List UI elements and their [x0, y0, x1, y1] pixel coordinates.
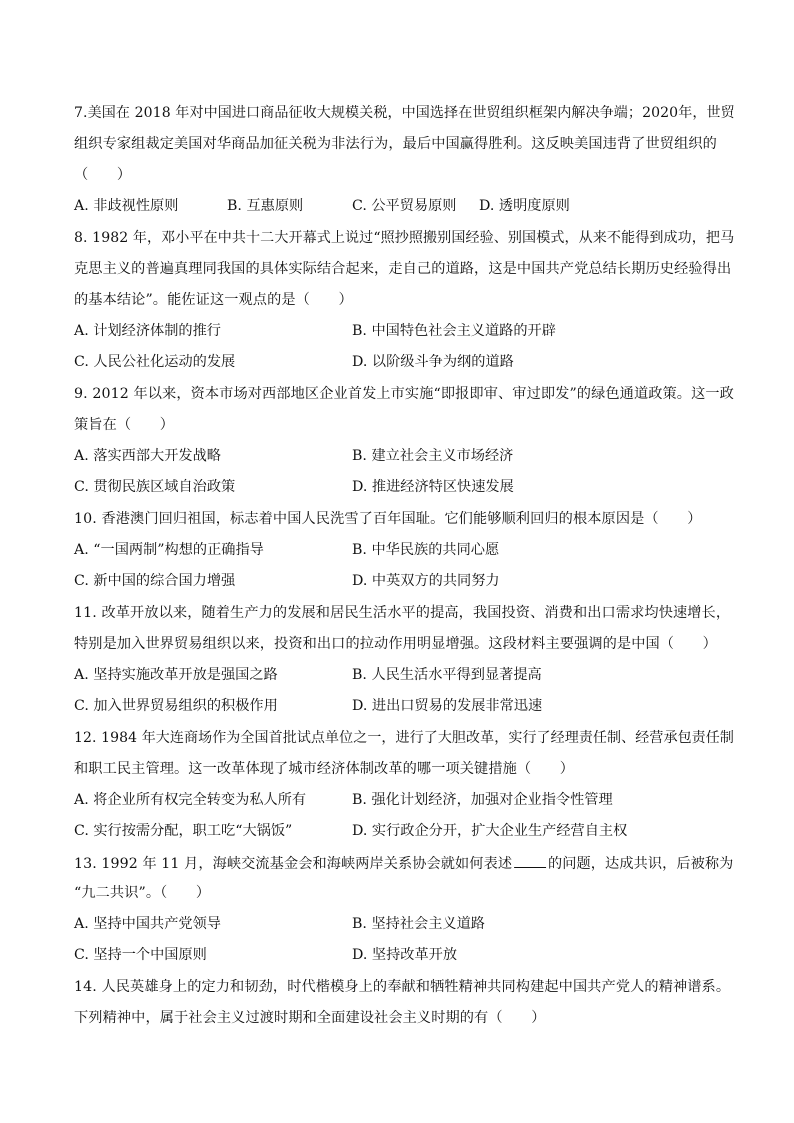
question-12-option-b: B. 强化计划经济，加强对企业指令性管理	[352, 792, 613, 808]
question-9-option-d: D. 推进经济特区快速发展	[352, 479, 514, 495]
question-11-option-b: B. 人民生活水平得到显著提高	[352, 667, 542, 683]
question-10-option-c: C. 新中国的综合国力增强	[74, 573, 236, 589]
question-8-option-d: D. 以阶级斗争为纲的道路	[352, 354, 514, 370]
question-13-option-c: C. 坚持一个中国原则	[74, 947, 207, 963]
question-8-option-b: B. 中国特色社会主义道路的开辟	[352, 323, 556, 339]
question-9-option-c: C. 贯彻民族区域自治政策	[74, 479, 236, 495]
question-12-option-d: D. 实行政企分开，扩大企业生产经营自主权	[352, 823, 628, 839]
question-11-line-2: 特别是加入世界贸易组织以来，投资和出口的拉动作用明显增强。这段材料主要强调的是中国（ ）	[74, 636, 717, 652]
question-12-line-1: 12. 1984 年大连商场作为全国首批试点单位之一，进行了大胆改革，实行了经理责任制、经营承包责任制	[74, 730, 734, 746]
question-13-text-after-blank: 的问题，达成共识，后被称为	[548, 856, 734, 872]
question-13-line-1	[74, 853, 733, 873]
question-8-option-c: C. 人民公社化运动的发展	[74, 354, 236, 370]
question-11-option-a: A. 坚持实施改革开放是强国之路	[74, 667, 278, 683]
question-13-line-2: “九二共识”。（ ）	[74, 885, 211, 901]
question-7-option-c: C. 公平贸易原则	[352, 198, 457, 214]
question-12-option-c: C. 实行按需分配，职工吃“大锅饭”	[74, 823, 293, 839]
question-8-line-1: 8. 1982 年，邓小平在中共十二大开幕式上说过“照抄照搬别国经验、别国模式，从来不能得到成功，把马	[74, 230, 735, 246]
question-14-line-2: 下列精神中，属于社会主义过渡时期和全面建设社会主义时期的有（ ）	[74, 1010, 546, 1026]
question-9-line-1: 9. 2012 年以来，资本市场对西部地区企业首发上市实施“即报即审、审过即发”的绿色通道政策。这一政	[74, 386, 734, 402]
question-11-option-c: C. 加入世界贸易组织的积极作用	[74, 698, 278, 714]
question-10-option-d: D. 中英双方的共同努力	[352, 573, 500, 589]
answer-blank	[514, 853, 546, 868]
question-11-line-1: 11. 改革开放以来，随着生产力的发展和居民生活水平的提高，我国投资、消费和出口需求均快速增长，	[74, 605, 731, 621]
question-7-option-a: A. 非歧视性原则	[74, 198, 179, 214]
question-12-line-2: 和职工民主管理。这一改革体现了城市经济体制改革的哪一项关键措施（ ）	[74, 761, 575, 777]
question-13-option-b: B. 坚持社会主义道路	[352, 916, 485, 932]
question-7-option-b: B. 互惠原则	[227, 198, 304, 214]
question-7-line-2: 组织专家组裁定美国对华商品加征关税为非法行为，最后中国赢得胜利。这反映美国违背了世贸组织的	[74, 136, 717, 152]
question-7-line-1: 7.美国在 2018 年对中国进口商品征收大规模关税，中国选择在世贸组织框架内解决争端；2020年，世贸	[74, 105, 735, 121]
question-7-line-3: （ ）	[74, 167, 132, 183]
question-8-line-2: 克思主义的普遍真理同我国的具体实际结合起来，走自己的道路，这是中国共产党总结长期历史经验得出	[74, 261, 732, 277]
question-8-option-a: A. 计划经济体制的推行	[74, 323, 221, 339]
question-10-option-b: B. 中华民族的共同心愿	[352, 542, 500, 558]
question-13-option-a: A. 坚持中国共产党领导	[74, 916, 221, 932]
question-9-option-a: A. 落实西部大开发战略	[74, 448, 221, 464]
question-11-option-d: D. 进出口贸易的发展非常迅速	[352, 698, 543, 714]
question-10-option-a: A. “一国两制”构想的正确指导	[74, 542, 264, 558]
question-12-option-a: A. 将企业所有权完全转变为私人所有	[74, 792, 307, 808]
question-9-line-2: 策旨在（ ）	[74, 417, 175, 433]
question-10-line-1: 10. 香港澳门回归祖国，标志着中国人民洗雪了百年国耻。它们能够顺利回归的根本原因是（ ）	[74, 511, 702, 527]
question-13-option-d: D. 坚持改革开放	[352, 947, 458, 963]
question-9-option-b: B. 建立社会主义市场经济	[352, 448, 514, 464]
question-7-option-d: D. 透明度原则	[479, 198, 570, 214]
question-14-line-1: 14. 人民英雄身上的定力和韧劲，时代楷模身上的奉献和牺牲精神共同构建起中国共产党人的精神谱系。	[74, 979, 731, 995]
question-13-text-before-blank: 13. 1992 年 11 月，海峡交流基金会和海峡两岸关系协会就如何表述	[74, 856, 513, 872]
question-8-line-3: 的基本结论”。能佐证这一观点的是（ ）	[74, 292, 353, 308]
